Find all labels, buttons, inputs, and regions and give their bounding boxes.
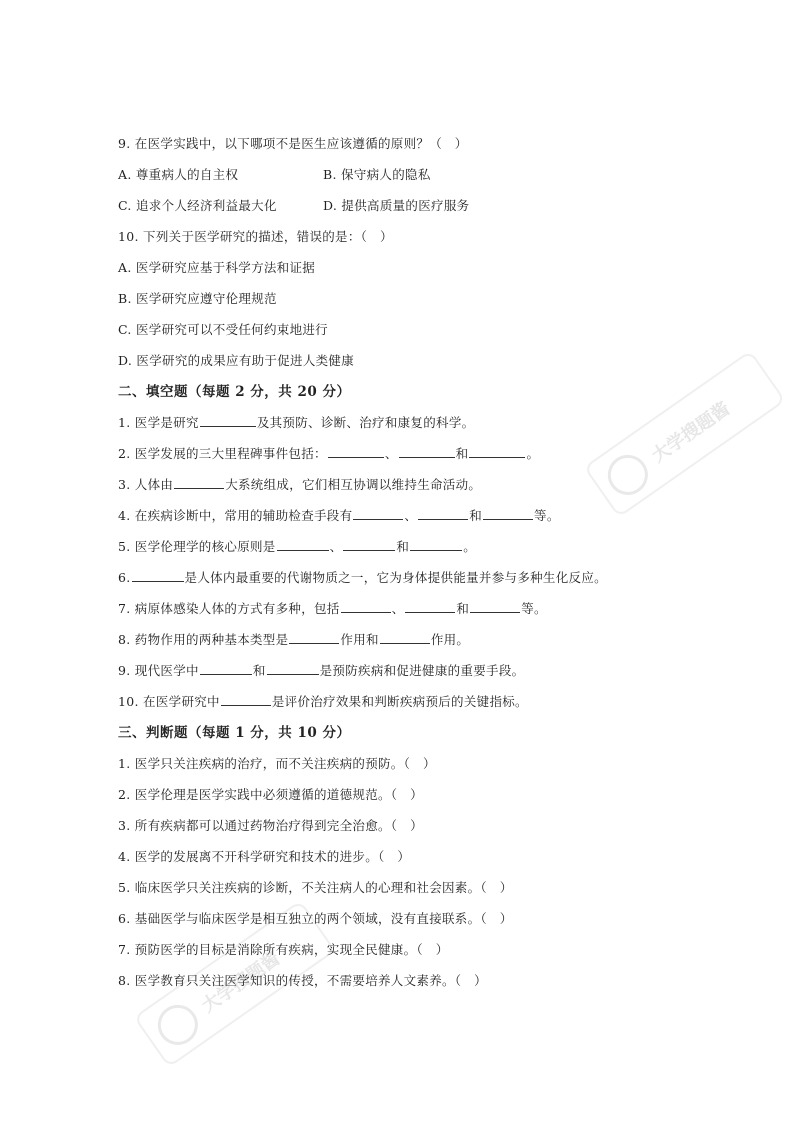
- section-heading-true-false: 三、判断题（每题 1 分，共 10 分）: [118, 725, 351, 741]
- question-10-option-b: B. 医学研究应遵守伦理规范: [118, 291, 277, 306]
- tf-item: 5. 临床医学只关注疾病的诊断，不关注病人的心理和社会因素。（ ）: [118, 880, 513, 895]
- fill-item: 2. 医学发展的三大里程碑事件包括： 、 和 。: [118, 446, 540, 461]
- question-10-option-a: A. 医学研究应基于科学方法和证据: [118, 260, 316, 275]
- question-10-option-c: C. 医学研究可以不受任何约束地进行: [118, 322, 328, 337]
- tf-item: 2. 医学伦理是医学实践中必须遵循的道德规范。（ ）: [118, 787, 423, 802]
- fill-item: 4. 在疾病诊断中，常用的辅助检查手段有 、 和 等。: [118, 508, 560, 523]
- answer-blank: [469, 446, 525, 458]
- answer-blank: [405, 601, 455, 613]
- answer-blank: [380, 632, 430, 644]
- fill-item: 7. 病原体感染人体的方式有多种，包括 、 和 等。: [118, 601, 547, 616]
- tf-item: 8. 医学教育只关注医学知识的传授，不需要培养人文素养。（ ）: [118, 973, 487, 988]
- answer-blank: [399, 446, 455, 458]
- fill-item: 6. 是人体内最重要的代谢物质之一，它为身体提供能量并参与多种生化反应。: [118, 570, 607, 585]
- option-a: A. 尊重病人的自主权: [118, 167, 239, 182]
- question-10-option-d: D. 医学研究的成果应有助于促进人类健康: [118, 353, 355, 368]
- tf-item: 3. 所有疾病都可以通过药物治疗得到完全治愈。（ ）: [118, 818, 423, 833]
- fill-item: 1. 医学是研究 及其预防、诊断、治疗和康复的科学。: [118, 415, 475, 430]
- tf-item: 4. 医学的发展离不开科学研究和技术的进步。（ ）: [118, 849, 411, 864]
- answer-blank: [353, 508, 403, 520]
- option-c: C. 追求个人经济利益最大化: [118, 198, 277, 213]
- fill-item: 5. 医学伦理学的核心原则是 、 和 。: [118, 539, 477, 554]
- answer-blank: [200, 663, 252, 675]
- tf-item: 6. 基础医学与临床医学是相互独立的两个领域，没有直接联系。（ ）: [118, 911, 513, 926]
- answer-blank: [470, 601, 520, 613]
- question-9-options-cd: [118, 198, 470, 214]
- fill-item: 10. 在医学研究中 是评价治疗效果和判断疾病预后的关键指标。: [118, 694, 528, 709]
- option-b: B. 保守病人的隐私: [323, 167, 431, 182]
- tf-item: 7. 预防医学的目标是消除所有疾病，实现全民健康。（ ）: [118, 942, 449, 957]
- answer-blank: [289, 632, 339, 644]
- section-heading-fill: 二、填空题（每题 2 分，共 20 分）: [118, 384, 351, 400]
- watermark-top-right: 大学搜题酱: [600, 389, 739, 503]
- fill-item: 3. 人体由 大系统组成，它们相互协调以维持生命活动。: [118, 477, 482, 492]
- option-d: D. 提供高质量的医疗服务: [323, 198, 470, 213]
- answer-blank: [483, 508, 533, 520]
- answer-blank: [277, 539, 329, 551]
- fill-item: 9. 现代医学中 和 是预防疾病和促进健康的重要手段。: [118, 663, 525, 678]
- answer-blank: [341, 601, 391, 613]
- answer-blank: [174, 477, 224, 489]
- answer-blank: [132, 570, 184, 582]
- answer-blank: [410, 539, 462, 551]
- fill-item: 8. 药物作用的两种基本类型是 作用和 作用。: [118, 632, 470, 647]
- answer-blank: [418, 508, 468, 520]
- tf-item: 1. 医学只关注疾病的治疗，而不关注疾病的预防。（ ）: [118, 756, 436, 771]
- question-9-options-ab: [118, 167, 431, 183]
- question-10: 10. 下列关于医学研究的描述，错误的是：（ ）: [118, 229, 393, 244]
- question-9: 9. 在医学实践中，以下哪项不是医生应该遵循的原则？（ ）: [118, 136, 468, 151]
- answer-blank: [200, 415, 256, 427]
- answer-blank: [221, 694, 271, 706]
- answer-blank: [328, 446, 384, 458]
- answer-blank: [267, 663, 319, 675]
- watermark-bottom-left: 大学搜题酱: [150, 939, 289, 1053]
- answer-blank: [343, 539, 395, 551]
